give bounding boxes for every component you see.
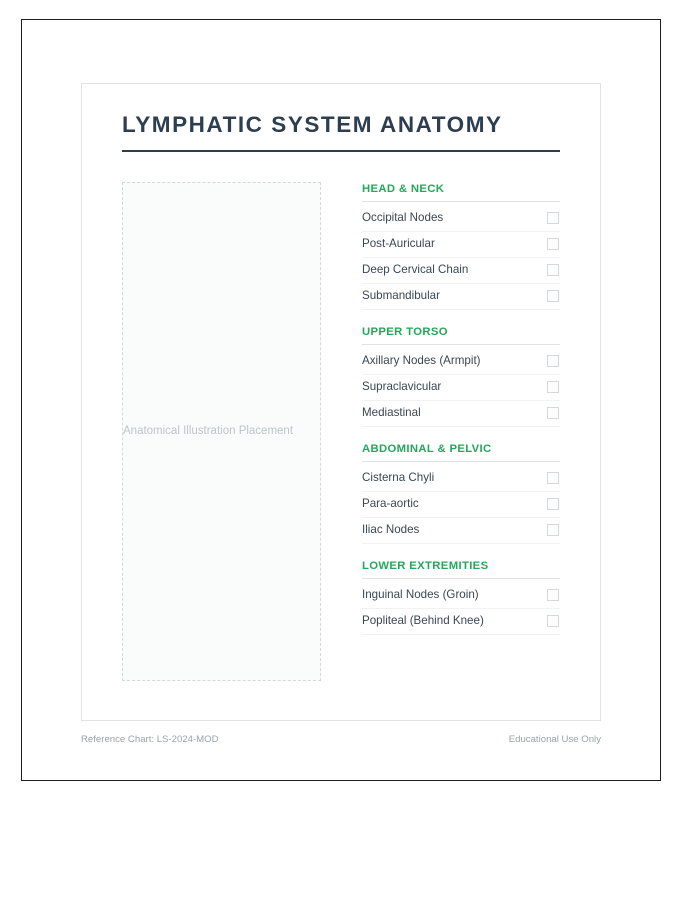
illustration-placeholder bbox=[122, 182, 321, 681]
node-checkbox[interactable] bbox=[547, 615, 559, 627]
node-label: Cisterna Chyli bbox=[362, 471, 435, 485]
node-checkbox[interactable] bbox=[547, 589, 559, 601]
node-checkbox[interactable] bbox=[547, 238, 559, 250]
section-upper-torso bbox=[362, 326, 560, 427]
reference-sheet-card bbox=[81, 83, 601, 721]
sheet-content bbox=[122, 113, 560, 681]
node-row[interactable] bbox=[362, 258, 560, 284]
node-label: Inguinal Nodes (Groin) bbox=[362, 588, 479, 602]
node-row[interactable] bbox=[362, 284, 560, 310]
node-checkbox[interactable] bbox=[547, 355, 559, 367]
section-divider bbox=[362, 344, 560, 345]
node-label: Supraclavicular bbox=[362, 380, 442, 394]
node-checkbox[interactable] bbox=[547, 524, 559, 536]
node-checkbox[interactable] bbox=[547, 472, 559, 484]
node-label: Deep Cervical Chain bbox=[362, 263, 469, 277]
node-row[interactable] bbox=[362, 232, 560, 258]
node-row[interactable] bbox=[362, 466, 560, 492]
node-checkbox[interactable] bbox=[547, 381, 559, 393]
node-checkbox[interactable] bbox=[547, 498, 559, 510]
section-abdominal-pelvic bbox=[362, 443, 560, 544]
section-title-head-neck: HEAD & NECK bbox=[362, 182, 445, 195]
page-footer bbox=[81, 734, 601, 745]
section-head-neck bbox=[362, 183, 560, 310]
node-checkbox[interactable] bbox=[547, 212, 559, 224]
content-columns bbox=[122, 182, 560, 681]
footer-reference: Reference Chart: LS-2024-MOD bbox=[81, 734, 219, 745]
section-lower-extremities bbox=[362, 560, 560, 635]
node-label: Submandibular bbox=[362, 289, 440, 303]
section-divider bbox=[362, 578, 560, 579]
title-divider bbox=[122, 150, 560, 152]
node-label: Mediastinal bbox=[362, 406, 421, 420]
node-row[interactable] bbox=[362, 206, 560, 232]
node-row[interactable] bbox=[362, 492, 560, 518]
node-row[interactable] bbox=[362, 518, 560, 544]
node-checklist bbox=[362, 182, 560, 635]
node-row[interactable] bbox=[362, 609, 560, 635]
node-checkbox[interactable] bbox=[547, 407, 559, 419]
node-label: Axillary Nodes (Armpit) bbox=[362, 354, 481, 368]
node-label: Iliac Nodes bbox=[362, 523, 420, 537]
section-title-lower-extremities: LOWER EXTREMITIES bbox=[362, 559, 489, 572]
footer-usage-note: Educational Use Only bbox=[508, 734, 601, 745]
section-divider bbox=[362, 461, 560, 462]
node-checkbox[interactable] bbox=[547, 264, 559, 276]
section-title-upper-torso: UPPER TORSO bbox=[362, 325, 448, 338]
node-checkbox[interactable] bbox=[547, 290, 559, 302]
section-divider bbox=[362, 201, 560, 202]
node-row[interactable] bbox=[362, 401, 560, 427]
illustration-placeholder-label: Anatomical Illustration Placement bbox=[123, 425, 294, 438]
node-label: Post-Auricular bbox=[362, 237, 435, 251]
page-frame bbox=[21, 19, 661, 781]
node-label: Para-aortic bbox=[362, 497, 419, 511]
node-row[interactable] bbox=[362, 583, 560, 609]
section-title-abdominal-pelvic: ABDOMINAL & PELVIC bbox=[362, 442, 492, 455]
node-row[interactable] bbox=[362, 375, 560, 401]
node-label: Popliteal (Behind Knee) bbox=[362, 614, 484, 628]
page-title: LYMPHATIC SYSTEM ANATOMY bbox=[122, 112, 503, 137]
node-row[interactable] bbox=[362, 349, 560, 375]
node-label: Occipital Nodes bbox=[362, 211, 444, 225]
